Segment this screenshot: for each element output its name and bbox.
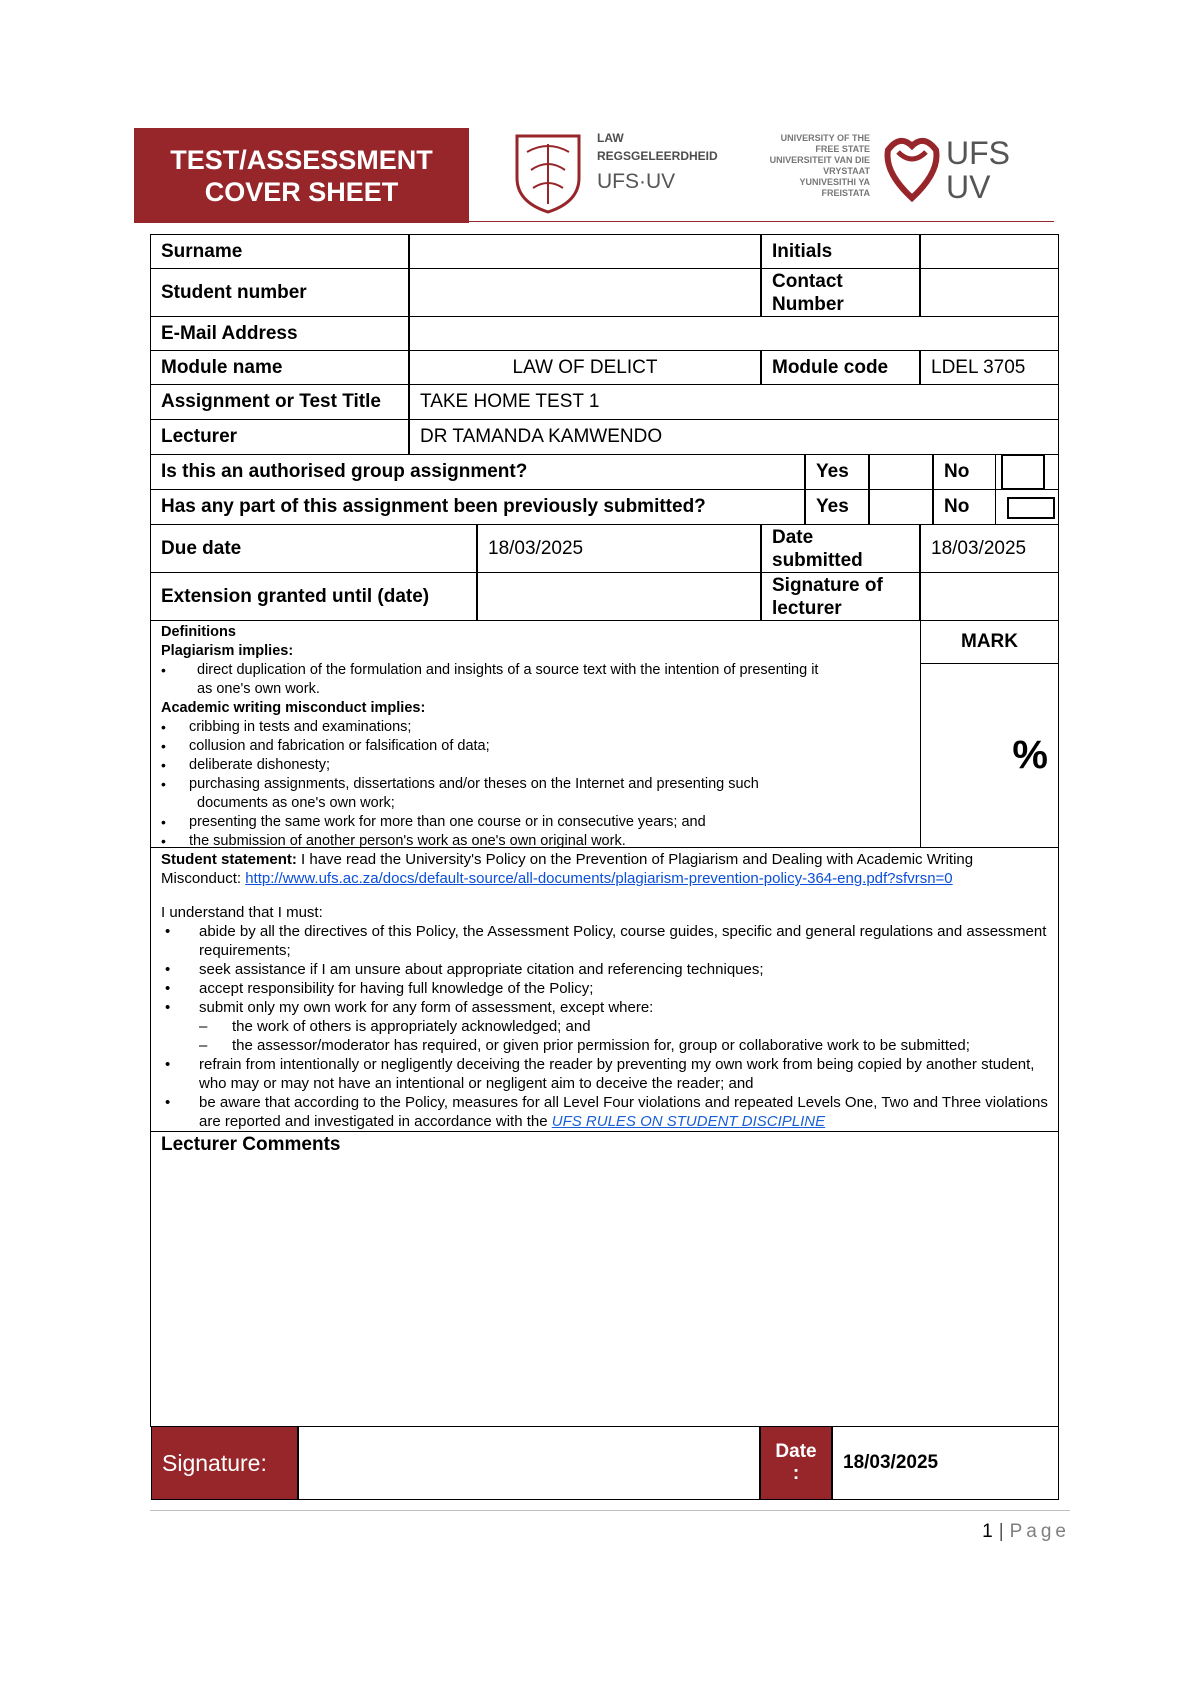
email-field[interactable]: [409, 316, 1059, 351]
law-faculty-logo: [513, 130, 723, 216]
prev-yes-checkbox[interactable]: [869, 489, 933, 525]
group-no-label: No: [933, 454, 996, 490]
sig-lecturer-line-2: lecturer: [772, 597, 842, 619]
ufs-mark-top: UFS: [946, 135, 1010, 171]
group-yes-checkbox[interactable]: [869, 454, 933, 490]
obligation-item: • accept responsibility for having full knowledge of the Policy;: [161, 979, 1050, 998]
title-line-1: TEST/ASSESSMENT: [170, 144, 433, 175]
misconduct-item: • deliberate dishonesty;: [173, 756, 759, 775]
assignment-title-field[interactable]: TAKE HOME TEST 1: [409, 384, 1059, 420]
misconduct-item-continued: documents as one's own work;: [197, 795, 395, 811]
obligation-sub-item: – the assessor/moderator has required, or given prior permission for, group or collaborative work to be submitted;: [161, 1036, 1050, 1055]
group-assignment-question: Is this an authorised group assignment?: [150, 454, 805, 490]
discipline-rules-link[interactable]: UFS RULES ON STUDENT DISCIPLINE: [551, 1113, 826, 1130]
statement-label: Student statement:: [161, 851, 297, 868]
plagiarism-item-continued: as one's own work.: [197, 681, 320, 697]
mark-field[interactable]: [920, 663, 1059, 848]
law-logo-line-3: UFS·UV: [597, 170, 676, 193]
percent-symbol: %: [1012, 733, 1048, 777]
lecturer-signature-field[interactable]: [920, 572, 1059, 621]
module-code-label: Module code: [761, 350, 920, 385]
prev-yes-label: Yes: [805, 489, 869, 525]
initials-field[interactable]: [920, 234, 1059, 269]
definitions-heading: Definitions: [161, 624, 236, 640]
contact-label-line-1: Contact: [772, 270, 843, 292]
lecturer-label: Lecturer: [150, 419, 409, 455]
footer-divider: [150, 1510, 1070, 1511]
previously-submitted-question: Has any part of this assignment been previously submitted?: [150, 489, 805, 525]
extension-field[interactable]: [477, 572, 761, 621]
signature-date-field[interactable]: 18/03/2025: [832, 1426, 1059, 1500]
law-logo-line-1: LAW: [597, 131, 624, 145]
date-submitted-line-2: submitted: [772, 549, 863, 571]
ufs-logo-line-2: FREE STATE: [815, 144, 870, 154]
sig-lecturer-line-1: Signature of: [772, 574, 883, 596]
ufs-mark-bottom: UV: [946, 169, 991, 205]
surname-label: Surname: [150, 234, 409, 269]
signature-field[interactable]: [298, 1426, 760, 1500]
date-submitted-label: [761, 524, 920, 573]
date-label-text: Date: [775, 1441, 817, 1462]
page-number-value: 1: [982, 1521, 993, 1542]
prev-no-label: No: [933, 489, 996, 525]
misconduct-item: • purchasing assignments, dissertations and/or theses on the Internet and presenting such: [173, 775, 759, 794]
module-name-field[interactable]: LAW OF DELICT: [409, 350, 761, 385]
contact-label-line-2: Number: [772, 293, 844, 315]
statement-text: I have read the University's Policy on the Prevention of Plagiarism and Dealing with Academic Writing Misconduct:: [161, 851, 974, 887]
ufs-logo-line-4: VRYSTAAT: [823, 166, 870, 176]
contact-number-label: [761, 268, 920, 317]
date-submitted-line-1: Date: [772, 526, 814, 548]
due-date-label: Due date: [150, 524, 477, 573]
student-statement-section: [150, 847, 1059, 1132]
page-word: Page: [1009, 1521, 1070, 1542]
initials-label: Initials: [761, 234, 920, 269]
assignment-title-label: Assignment or Test Title: [150, 384, 409, 420]
policy-link[interactable]: http://www.ufs.ac.za/docs/default-source/all-documents/plagiarism-prevention-policy-364-eng.pdf?sfvrsn=0: [245, 870, 953, 887]
misconduct-item: • presenting the same work for more than one course or in consecutive years; and: [173, 813, 706, 832]
plagiarism-list: [161, 661, 818, 680]
ufs-logo-line-1: UNIVERSITY OF THE: [780, 133, 870, 143]
module-name-label: Module name: [150, 350, 409, 385]
contact-number-field[interactable]: [920, 268, 1059, 317]
group-no-checkbox[interactable]: [1001, 454, 1045, 490]
misconduct-list-cont: [161, 813, 706, 848]
ufs-heart-icon: [888, 141, 937, 198]
understand-text: I understand that I must:: [161, 904, 323, 921]
email-label: E-Mail Address: [150, 316, 409, 351]
ufs-logo-line-3: UNIVERSITEIT VAN DIE: [770, 155, 870, 165]
misconduct-item: • collusion and fabrication or falsification of data;: [173, 737, 759, 756]
obligation-item: • refrain from intentionally or negligently deceiving the reader by preventing my own work from being copied by another student, who may or may not have an intentional or negligent aim to deceive the reader; and: [161, 1055, 1050, 1093]
signature-label: Signature:: [151, 1426, 298, 1500]
statement-intro: [161, 850, 1050, 888]
surname-field[interactable]: [409, 234, 761, 269]
lecturer-comments-section[interactable]: [150, 1131, 1059, 1427]
ufs-logo-line-6: FREISTATA: [821, 188, 870, 198]
plagiarism-heading: Plagiarism implies:: [161, 643, 294, 659]
group-yes-label: Yes: [805, 454, 869, 490]
definitions-section: [150, 620, 921, 848]
lecturer-comments-label: Lecturer Comments: [161, 1134, 341, 1155]
title-line-2: COVER SHEET: [204, 176, 399, 207]
misconduct-item: • the submission of another person's work as one's own original work.: [173, 832, 706, 848]
obligation-item: • seek assistance if I am unsure about appropriate citation and referencing techniques;: [161, 960, 1050, 979]
obligations-list: [161, 922, 1050, 1131]
extension-label: Extension granted until (date): [150, 572, 477, 621]
student-number-label: Student number: [150, 268, 409, 317]
date-label-colon: :: [792, 1463, 800, 1484]
date-submitted-field[interactable]: 18/03/2025: [920, 524, 1059, 573]
signature-date-label: [760, 1426, 832, 1500]
page-number: [960, 1521, 1070, 1543]
ufs-logo: [770, 132, 1050, 208]
obligation-item: • abide by all the directives of this Policy, the Assessment Policy, course guides, specific and general regulations and assessment requirements;: [161, 922, 1050, 960]
page-separator: |: [998, 1521, 1004, 1542]
law-logo-line-2: REGSGELEERDHEID: [597, 149, 718, 163]
prev-no-checkbox[interactable]: [1007, 497, 1055, 519]
obligation-item: • submit only my own work for any form of assessment, except where:: [161, 998, 1050, 1017]
misconduct-list: [161, 718, 759, 794]
plagiarism-item: • direct duplication of the formulation and insights of a source text with the intention of presenting it: [173, 661, 818, 680]
misconduct-heading: Academic writing misconduct implies:: [161, 700, 426, 716]
header-divider: [134, 221, 1054, 222]
cover-sheet-title: [134, 128, 469, 223]
obligation-item: • be aware that according to the Policy, measures for all Level Four violations and repeated Levels One, Two and Three violations are reported and investigated in accordance with the UFS RULES ON STUDENT DISCIPLINE: [161, 1093, 1050, 1131]
module-code-field[interactable]: LDEL 3705: [920, 350, 1059, 385]
mark-label: MARK: [920, 620, 1059, 664]
obligation-sub-item: – the work of others is appropriately acknowledged; and: [161, 1017, 1050, 1036]
lecturer-field[interactable]: DR TAMANDA KAMWENDO: [409, 419, 1059, 455]
lecturer-signature-label: [761, 572, 920, 621]
due-date-field[interactable]: 18/03/2025: [477, 524, 761, 573]
misconduct-item: • cribbing in tests and examinations;: [173, 718, 759, 737]
student-number-field[interactable]: [409, 268, 761, 317]
ufs-logo-line-5: YUNIVESITHI YA: [799, 177, 870, 187]
